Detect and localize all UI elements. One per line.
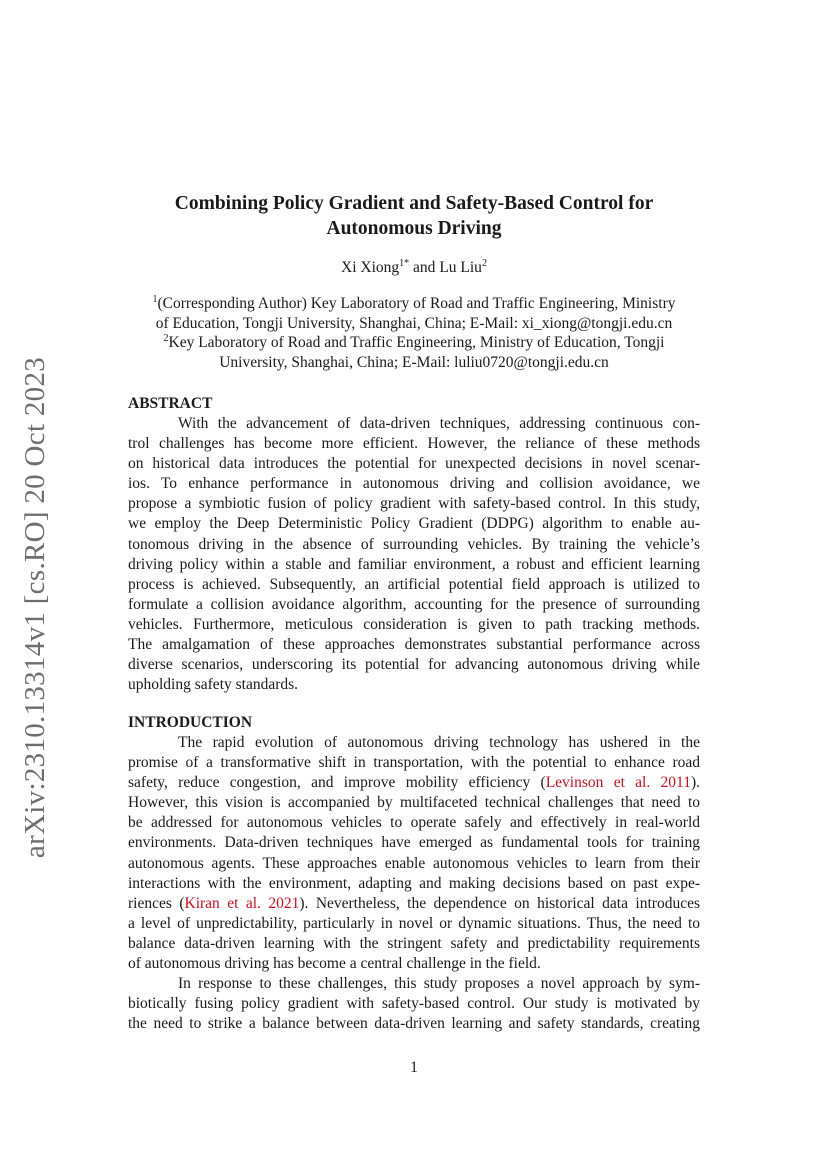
intro-line: of autonomous driving has become a central challenge in the field. — [128, 955, 541, 973]
title-line-2: Autonomous Driving — [326, 218, 502, 239]
introduction-body — [128, 733, 700, 1034]
author-1-superscript: 1* — [399, 258, 410, 269]
title-line-1: Combining Policy Gradient and Safety-Based Control for — [174, 193, 654, 214]
abstract-line: formulate a collision avoidance algorithm, accounting for the presence of surrounding — [128, 595, 700, 613]
abstract-line: driving policy within a stable and familiar environment, a robust and efficient learning — [128, 555, 700, 573]
author-1-name: Xi Xiong — [341, 259, 400, 276]
citation-link-kiran[interactable]: Kiran et al. 2021 — [184, 894, 300, 912]
affiliation-2-text: Key Laboratory of Road and Traffic Engineering, Ministry of Education, Tongji — [168, 334, 665, 351]
affiliation-1-line-2: of Education, Tongji University, Shanghai, China; E-Mail: xi_xiong@tongji.edu.cn — [155, 314, 673, 332]
intro-line: In response to these challenges, this study proposes a novel approach by sym- — [178, 975, 700, 993]
intro-line: a level of unpredictability, particularly in novel or dynamic situations. Thus, the need to — [128, 914, 700, 932]
intro-line-text: ). Nevertheless, the dependence on historical data introduces — [299, 894, 700, 912]
arxiv-identifier-stamp — [10, 356, 62, 859]
author-list — [128, 258, 700, 278]
page-number: 1 — [410, 1059, 418, 1076]
abstract-line: we employ the Deep Deterministic Policy Gradient (DDPG) algorithm to enable au- — [128, 515, 700, 533]
affiliation-1-line-1 — [128, 294, 700, 314]
abstract-line: propose a symbiotic fusion of policy gradient with safety-based control. In this study, — [128, 495, 700, 513]
intro-line: environments. Data-driven techniques have emerged as fundamental tools for training — [128, 834, 700, 852]
intro-line: the need to strike a balance between data-driven learning and safety standards, creating — [128, 1015, 700, 1033]
abstract-line: tonomous driving in the absence of surrounding vehicles. By training the vehicle’s — [128, 535, 700, 553]
abstract-line: trol challenges has become more efficient. However, the reliance of these methods — [128, 435, 700, 453]
abstract-line: on historical data introduces the potential for unexpected decisions in novel scenar- — [128, 455, 700, 473]
abstract-line: upholding safety standards. — [128, 676, 299, 694]
intro-line: balance data-driven learning with the stringent safety and predictability requirements — [128, 934, 700, 952]
intro-line-text: ). — [690, 774, 701, 792]
intro-line: biotically fusing policy gradient with safety-based control. Our study is motivated by — [128, 995, 700, 1013]
abstract-heading: ABSTRACT — [128, 395, 213, 412]
introduction-heading: INTRODUCTION — [128, 714, 253, 731]
intro-line — [128, 773, 700, 793]
author-2-name: Lu Liu — [439, 259, 482, 276]
intro-line: interactions with the environment, adapting and making decisions based on past expe- — [128, 874, 700, 892]
abstract-line: vehicles. Furthermore, meticulous consideration is given to path tracking methods. — [128, 615, 700, 633]
paper-title — [128, 191, 700, 241]
affiliation-2-line-1 — [128, 333, 700, 353]
abstract-line: process is achieved. Subsequently, an artificial potential field approach is utilized to — [128, 575, 700, 593]
intro-line — [128, 894, 700, 914]
intro-line: be addressed for autonomous vehicles to operate safely and effectively in real-world — [128, 814, 700, 832]
intro-line: promise of a transformative shift in transportation, with the potential to enhance road — [128, 754, 700, 772]
intro-line: However, this vision is accompanied by multifaceted technical challenges that need to — [128, 794, 700, 812]
abstract-line: The amalgamation of these approaches demonstrates substantial performance across — [128, 636, 700, 654]
author-2-superscript: 2 — [481, 258, 487, 269]
intro-line: autonomous agents. These approaches enable autonomous vehicles to learn from their — [128, 854, 700, 872]
intro-line: The rapid evolution of autonomous driving technology has ushered in the — [178, 734, 700, 751]
arxiv-id-text: arXiv:2310.13314v1 [cs.RO] 20 Oct 2023 — [19, 356, 52, 859]
author-conjunction: and — [409, 259, 440, 276]
affiliation-1-superscript: 1 — [152, 294, 158, 305]
citation-link-levinson[interactable]: Levinson et al. 2011 — [545, 774, 691, 792]
abstract-body — [128, 414, 700, 695]
affiliations — [128, 294, 700, 372]
abstract-line: diverse scenarios, underscoring its potential for advancing autonomous driving while — [128, 656, 700, 674]
intro-line-text: safety, reduce congestion, and improve mobility efficiency ( — [128, 774, 546, 792]
affiliation-2-line-2: University, Shanghai, China; E-Mail: luliu0720@tongji.edu.cn — [219, 353, 609, 371]
intro-line-text: riences ( — [128, 894, 185, 912]
affiliation-2-superscript: 2 — [163, 333, 169, 344]
abstract-line: With the advancement of data-driven techniques, addressing continuous con- — [178, 415, 700, 432]
abstract-line: ios. To enhance performance in autonomous driving and collision avoidance, we — [128, 475, 700, 493]
affiliation-1-text: (Corresponding Author) Key Laboratory of Road and Traffic Engineering, Ministry — [157, 295, 676, 312]
